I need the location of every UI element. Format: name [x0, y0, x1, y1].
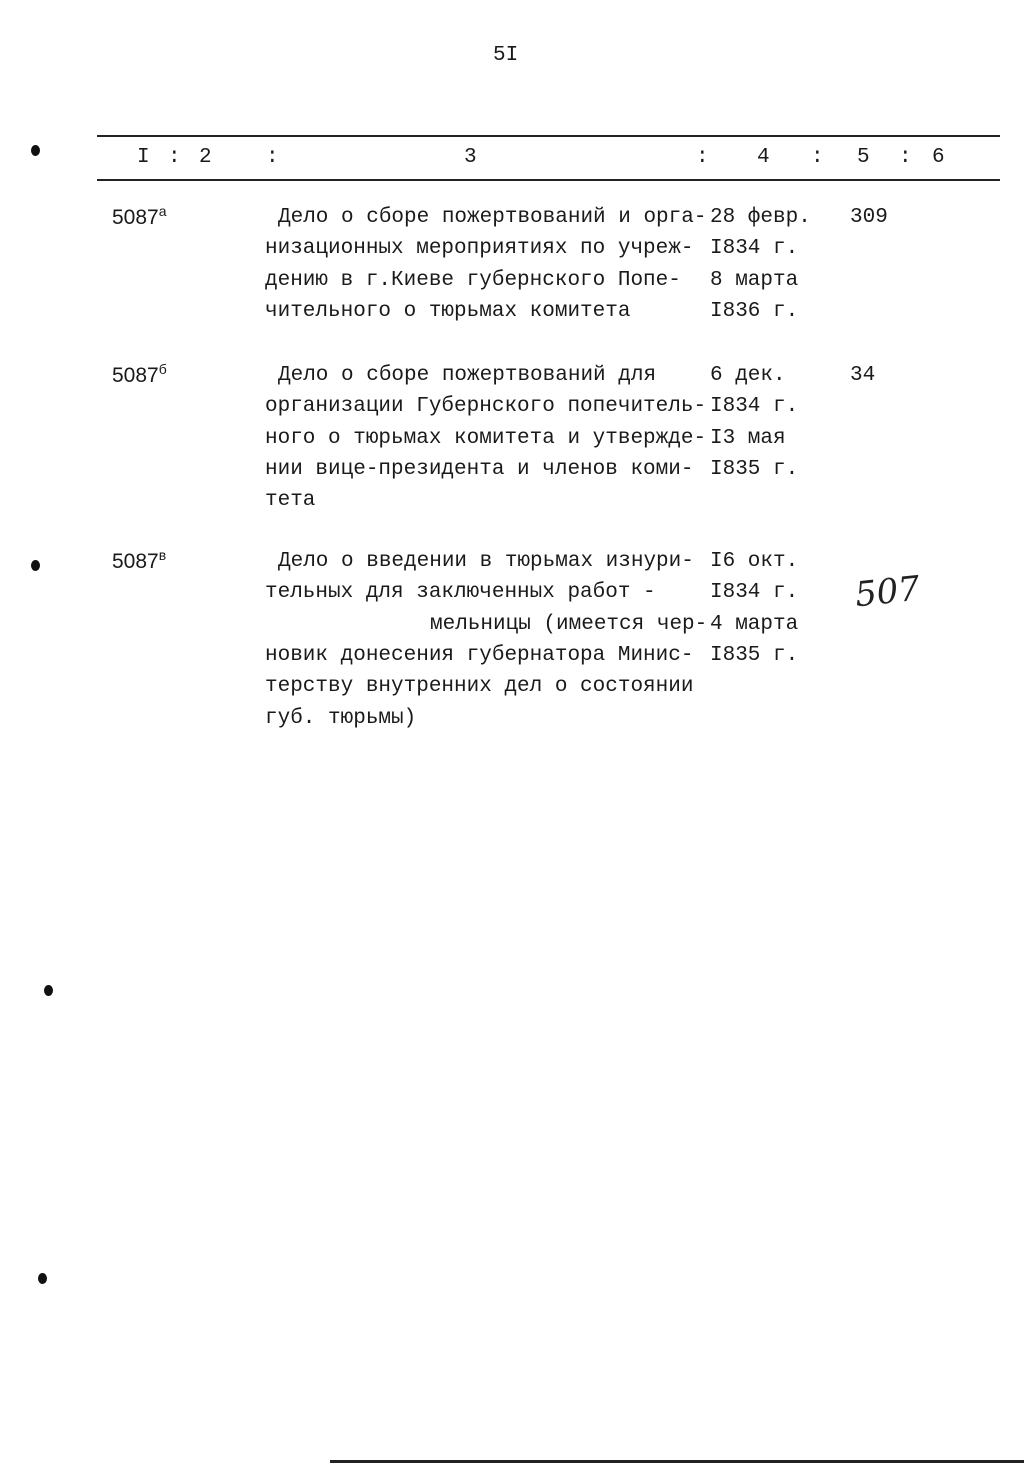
punch-hole: [44, 985, 53, 996]
entry-date-line: I6 окт.: [710, 550, 799, 573]
punch-hole: [38, 1273, 47, 1284]
entry-title-line: терству внутренних дел о состоянии: [265, 675, 694, 699]
bottom-rule: [330, 1460, 1024, 1463]
entry-title-line: тета: [265, 489, 316, 513]
entry-title-line: Дело о введении в тюрьмах изнури-: [278, 550, 694, 573]
punch-hole: [31, 560, 40, 571]
entry-date-line: 28 февр.: [710, 206, 811, 229]
entry-date-line: I834 г.: [710, 237, 799, 261]
entry-number: [112, 547, 167, 574]
entry-date-line: 8 марта: [710, 268, 799, 292]
header-cell: :: [168, 146, 181, 169]
header-cell: I: [137, 146, 150, 169]
entry-sheet-count: 309: [850, 206, 888, 229]
header-cell: 3: [464, 146, 477, 169]
entry-sheet-count: 34: [850, 364, 876, 387]
entry-title-line: губ. тюрьмы): [265, 706, 417, 730]
entry-title-line: дению в г.Киеве губернского Попе-: [265, 268, 681, 292]
entry-number: [112, 361, 167, 388]
entry-number-suffix: в: [158, 547, 167, 563]
header-cell: 6: [932, 146, 945, 169]
header-top-rule: [97, 135, 1000, 137]
entry-title-line: Дело о сборе пожертвований и орга-: [278, 206, 707, 229]
entry-number-base: 5087: [112, 550, 159, 573]
header-cell: :: [696, 146, 709, 169]
entry-date-line: I3 мая: [710, 426, 786, 450]
entry-title-line: Дело о сборе пожертвований для: [278, 364, 657, 387]
entry-date-line: I836 г.: [710, 299, 799, 323]
entry-title-line: новик донесения губернатора Минис-: [265, 643, 694, 667]
entry-title-line: тельных для заключенных работ -: [265, 581, 656, 605]
punch-hole: [31, 145, 40, 156]
entry-title-line: организации Губернского попечитель-: [265, 395, 707, 419]
entry-title-line: чительного о тюрьмах комитета: [265, 299, 631, 323]
header-cell: :: [899, 146, 912, 169]
entry-date-line: I835 г.: [710, 457, 799, 481]
entry-title-line: ного о тюрьмах комитета и утвержде-: [265, 426, 707, 450]
entry-date-line: I834 г.: [710, 581, 799, 605]
entry-date-line: I835 г.: [710, 643, 799, 667]
header-cell: :: [811, 146, 824, 169]
entry-date-line: I834 г.: [710, 395, 799, 419]
header-bottom-rule: [97, 179, 1000, 181]
entry-number-base: 5087: [112, 206, 159, 229]
entry-number: [112, 203, 167, 230]
entry-title-line: низационных мероприятиях по учреж-: [265, 237, 694, 261]
entry-title-line: мельницы (имеется чер-: [430, 612, 708, 636]
entry-number-base: 5087: [112, 364, 159, 387]
header-cell: 5: [857, 146, 870, 169]
entry-date-line: 4 марта: [710, 612, 799, 636]
entry-number-suffix: а: [158, 203, 167, 219]
header-cell: 4: [757, 146, 770, 169]
page-number: 5I: [493, 44, 519, 67]
entry-date-line: 6 дек.: [710, 364, 786, 387]
entry-number-suffix: б: [158, 361, 167, 377]
entry-title-line: нии вице-президента и членов коми-: [265, 457, 694, 481]
header-cell: 2: [199, 146, 212, 169]
handwritten-sheet-count: 507: [853, 568, 922, 616]
header-cell: :: [266, 146, 279, 169]
